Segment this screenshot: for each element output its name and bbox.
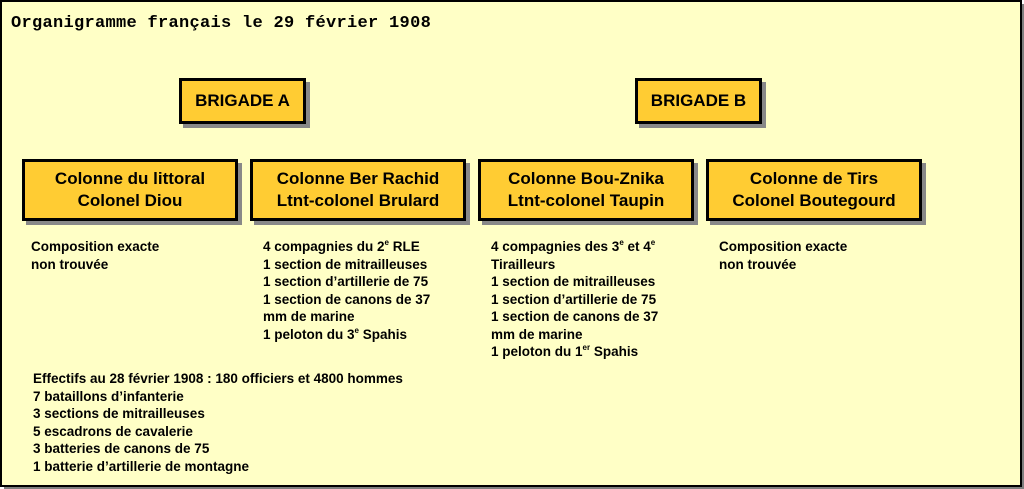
composition-bou-znika-line: 4 compagnies des 3e et 4e	[491, 238, 656, 254]
composition-bou-znika-line: 1 section de canons de 37	[491, 309, 659, 324]
colonne-bou-znika-name: Colonne Bou-Znika	[508, 169, 664, 188]
effectifs-line: Effectifs au 28 février 1908 : 180 officiers et 4800 hommes	[33, 371, 403, 386]
composition-bou-znika-line: mm de marine	[491, 326, 583, 342]
colonne-ber-rachid-box	[250, 159, 466, 221]
effectifs-line: 3 batteries de canons de 75	[33, 441, 210, 456]
colonne-tirs-box	[706, 159, 922, 221]
composition-ber-rachid-line: 1 section de canons de 37	[263, 291, 431, 307]
composition-bou-znika-line: 1 section de mitrailleuses	[491, 274, 656, 289]
colonne-littoral-box	[22, 159, 238, 221]
composition-tirs	[719, 238, 847, 273]
brigade-b-box	[635, 78, 762, 124]
colonne-ber-rachid-name: Colonne Ber Rachid	[276, 169, 440, 188]
effectifs-line: 3 sections de mitrailleuses	[33, 406, 205, 421]
colonne-littoral-commander: Colonel Diou	[77, 191, 183, 210]
colonne-ber-rachid-commander: Ltnt-colonel Brulard	[276, 191, 440, 210]
composition-tirs-line: non trouvée	[719, 256, 797, 272]
colonne-littoral-name: Colonne du littoral	[54, 169, 206, 188]
brigade-b-label: BRIGADE B	[650, 91, 747, 110]
composition-bou-znika-line: 1 section d’artillerie de 75	[491, 291, 657, 307]
composition-tirs-line: Composition exacte	[719, 239, 848, 254]
composition-littoral	[31, 238, 159, 273]
composition-bou-znika-line: 1 peloton du 1er Spahis	[491, 343, 639, 359]
effectifs-summary	[33, 370, 403, 475]
brigade-a-box	[179, 78, 306, 124]
composition-littoral-line: non trouvée	[31, 256, 109, 272]
effectifs-line: 5 escadrons de cavalerie	[33, 423, 193, 439]
brigade-a-label: BRIGADE A	[195, 91, 290, 110]
composition-littoral-line: Composition exacte	[31, 239, 160, 254]
colonne-bou-znika-commander: Ltnt-colonel Taupin	[507, 191, 665, 210]
page-title: Organigramme français le 29 février 1908	[11, 14, 432, 33]
composition-ber-rachid-line: 1 section de mitrailleuses	[263, 256, 428, 272]
composition-ber-rachid-line: mm de marine	[263, 309, 355, 324]
composition-bou-znika	[491, 238, 658, 361]
colonne-tirs-commander: Colonel Boutegourd	[732, 191, 896, 210]
composition-ber-rachid-line: 1 peloton du 3e Spahis	[263, 325, 407, 342]
colonne-bou-znika-box	[478, 159, 694, 221]
composition-ber-rachid-line: 1 section d’artillerie de 75	[263, 274, 429, 289]
composition-ber-rachid-line: 4 compagnies du 2e RLE	[263, 238, 420, 254]
effectifs-line: 1 batterie d’artillerie de montagne	[33, 458, 250, 474]
composition-ber-rachid	[263, 238, 430, 343]
colonne-tirs-name: Colonne de Tirs	[749, 169, 879, 188]
composition-bou-znika-line: Tirailleurs	[491, 256, 556, 272]
effectifs-line: 7 bataillons d’infanterie	[33, 388, 184, 404]
